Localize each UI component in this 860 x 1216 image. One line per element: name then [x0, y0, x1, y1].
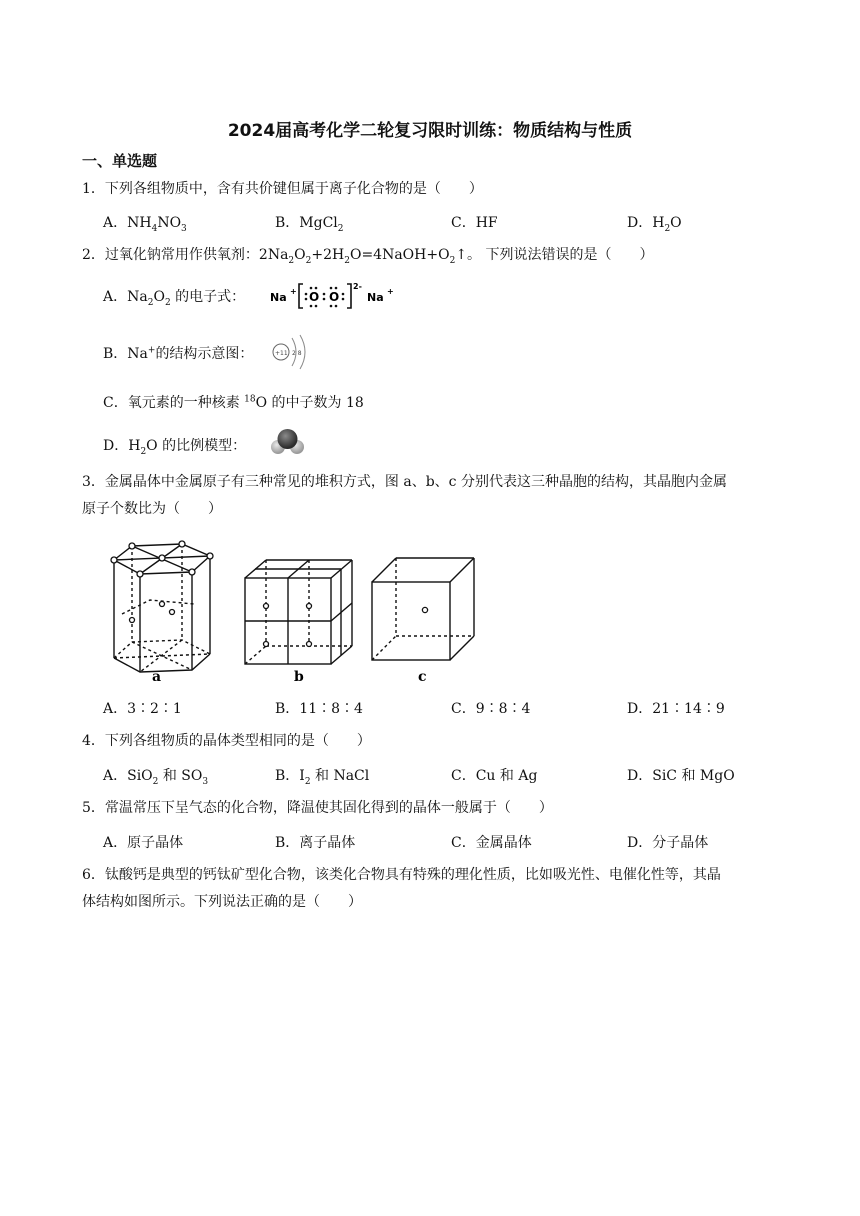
question-4-options	[103, 765, 803, 787]
option-c[interactable]: C．HF	[451, 215, 498, 231]
electron-formula-image	[270, 280, 396, 312]
option-a[interactable]: A．3∶2∶1	[103, 701, 182, 717]
option-c[interactable]: C．金属晶体	[451, 835, 532, 851]
svg-text:O: O	[309, 290, 320, 304]
question-3-stem: 3．金属晶体中金属原子有三种常见的堆积方式，图 a、b、c 分别代表这三种晶胞的结构，其晶胞内金属 原子个数比为（ ）	[82, 474, 727, 517]
left-bracket	[299, 284, 303, 308]
svg-text:O: O	[329, 290, 340, 304]
question-5-options	[103, 832, 803, 854]
page-title: 2024届高考化学二轮复习限时训练：物质结构与性质	[227, 121, 633, 141]
question-5-stem: 5．常温常压下呈气态的化合物，降温使其固化得到的晶体一般属于（ ）	[82, 800, 553, 816]
option-b[interactable]: B．MgCl$_2$	[275, 215, 344, 234]
option-b[interactable]: B．$I_2$ 和 NaCl	[275, 768, 370, 787]
svg-text:Na: Na	[367, 291, 384, 304]
cubic-cell-b	[245, 560, 352, 664]
question-3-options	[103, 698, 803, 720]
option-b[interactable]: B．离子晶体	[275, 835, 356, 851]
plus-sign: +	[290, 287, 297, 296]
question-6-stem: 6．钛酸钙是典型的钙钛矿型化合物，该类化合物具有特殊的理化性质，比如吸光性、电催化性等，其晶 体结构如图所示。下列说法正确的是（ ）	[82, 867, 721, 910]
option-b[interactable]: B．Na+的结构示意图：	[103, 345, 254, 362]
option-d[interactable]: D．$H_2O$	[627, 215, 682, 234]
figure-label-b: b	[294, 669, 304, 685]
option-d[interactable]: D．21∶14∶9	[627, 701, 725, 717]
crystal-structures-figure	[100, 538, 490, 688]
right-bracket	[347, 284, 351, 308]
question-1-stem: 1．下列各组物质中，含有共价键但属于离子化合物的是（ ）	[82, 181, 483, 197]
water-space-filling-model	[270, 426, 306, 458]
question-1-options	[103, 212, 803, 234]
hexagonal-cell-a	[114, 544, 210, 672]
option-c[interactable]: C．氧元素的一种核素 $^{18}$O 的中子数为 18	[103, 394, 364, 411]
option-a[interactable]: A．原子晶体	[103, 835, 184, 851]
sodium-label: Na	[270, 291, 287, 304]
nucleus-label: +11	[275, 350, 288, 357]
charge-label: 2-	[353, 282, 362, 291]
section-heading: 一、单选题	[82, 152, 158, 170]
option-d[interactable]: D．SiC 和 MgO	[627, 768, 735, 784]
figure-label-a: a	[152, 669, 162, 685]
svg-text:+: +	[387, 287, 394, 296]
figure-label-c: c	[418, 669, 427, 685]
option-d[interactable]: D．$H_2O$ 的比例模型：	[103, 438, 247, 457]
option-a[interactable]: A．$Na_2O_2$ 的电子式：	[103, 289, 246, 308]
option-a[interactable]: A．SiO$_2$ 和 $SO_3$	[103, 768, 209, 787]
option-c[interactable]: C．Cu 和 Ag	[451, 768, 538, 784]
question-4-stem: 4．下列各组物质的晶体类型相同的是（ ）	[82, 733, 371, 749]
option-a[interactable]: A．$NH_4NO_3$	[103, 215, 187, 234]
atomic-structure-image	[270, 332, 312, 372]
option-b[interactable]: B．11∶8∶4	[275, 701, 363, 717]
shell-labels: 2 8	[292, 350, 302, 357]
question-2-stem: 2．过氧化钠常用作供氧剂：$2Na_2O_2+2H_2O=4NaOH+O_2↑$。 下列说法错误的是（ ）	[82, 247, 654, 266]
option-c[interactable]: C．9∶8∶4	[451, 701, 531, 717]
option-d[interactable]: D．分子晶体	[627, 835, 709, 851]
